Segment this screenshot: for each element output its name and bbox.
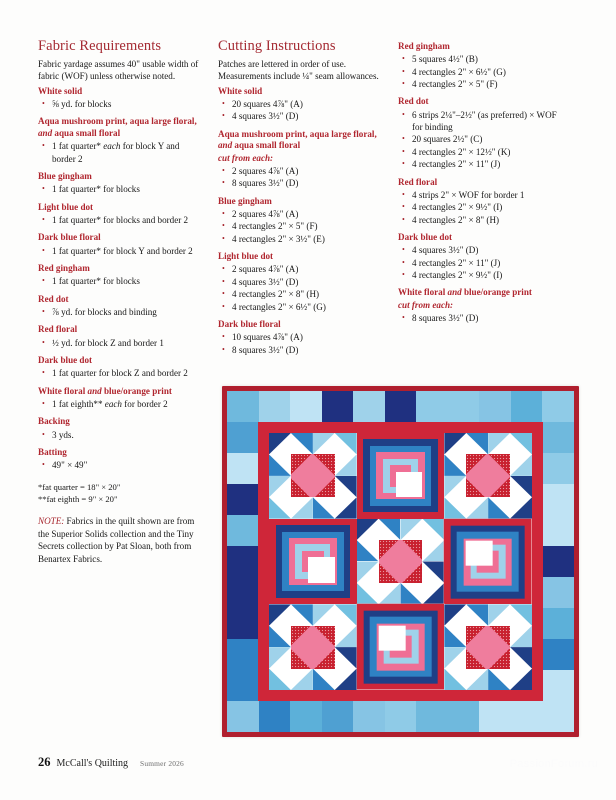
star-patch [291, 433, 313, 454]
cutting-group-items [218, 331, 384, 356]
star-patch [269, 626, 291, 647]
fabric-group-items [38, 245, 204, 257]
fabric-group-items [38, 183, 204, 195]
cutting-group-items [218, 98, 384, 123]
half-square-triangle [313, 433, 335, 454]
fabric-group-heading: Blue gingham [38, 171, 92, 182]
star-patch [466, 669, 488, 690]
fabric-footnotes [38, 481, 204, 505]
fabric-group-list [38, 86, 204, 472]
list-item: • 4 strips 2" × WOF for border 1 [407, 189, 564, 201]
list-item: • 8 squares 3½" (D) [227, 177, 384, 189]
cutting-group-items [398, 53, 564, 90]
half-square-triangle [269, 626, 291, 647]
border-patch [479, 391, 511, 422]
border-patch [416, 701, 448, 732]
list-item: • 8 squares 3½" (D) [227, 344, 384, 356]
fabric-group-items [38, 459, 204, 471]
border-patch [416, 391, 448, 422]
fabric-group-items [38, 367, 204, 379]
fabric-group-heading: White solid [38, 85, 83, 96]
list-item: • 1 fat quarter* for blocks [47, 183, 204, 195]
border-patch [542, 701, 574, 732]
star-patch [444, 626, 466, 647]
star-patch [291, 497, 313, 518]
border-patch [385, 391, 417, 422]
half-square-triangle [444, 647, 466, 668]
half-square-triangle [291, 669, 313, 690]
fabric-group-heading: Red floral [38, 324, 78, 335]
star-patch [510, 497, 532, 518]
half-square-triangle [357, 583, 379, 604]
publication-name: McCall's Quilting [56, 758, 129, 769]
footnote-fat-eighth: **fat eighth = 9" × 20" [38, 494, 118, 505]
cutting-intro-text: Patches are lettered in order of use. Measurements include ¼" seam allowances. [218, 58, 379, 82]
log-cabin-rings [269, 519, 357, 605]
star-patch [291, 604, 313, 625]
log-cabin-block [269, 519, 357, 605]
log-cabin-rings [357, 433, 445, 519]
border-patch [542, 639, 574, 670]
star-block [444, 604, 532, 690]
half-square-triangle [379, 519, 401, 540]
border-patch [290, 701, 322, 732]
star-block [269, 433, 357, 519]
half-square-triangle [444, 626, 466, 647]
fabric-intro-text: Fabric yardage assumes 40" usable width of fabric (WOF) unless otherwise noted. [38, 58, 199, 82]
star-patch [444, 476, 466, 497]
border-patch [227, 515, 259, 546]
star-patch [488, 497, 510, 518]
star-center [466, 454, 510, 497]
page-title-fabric-requirements: Fabric Requirements [38, 38, 162, 54]
border-patch [322, 391, 354, 422]
list-item: • ½ yd. for block Z and border 1 [47, 337, 204, 349]
list-item: • 2 squares 4⅞" (A) [227, 263, 384, 275]
list-item: • 4 squares 3½" (D) [407, 244, 564, 256]
star-patch [444, 647, 466, 668]
half-square-triangle [335, 647, 357, 668]
list-item: • 1 fat eighth** each for border 2 [47, 398, 204, 410]
cutting-group-items [398, 244, 564, 281]
border-patch [322, 701, 354, 732]
list-item: • 1 fat quarter for block Z and border 2 [47, 367, 204, 379]
list-item: • 4 rectangles 2" × 3½" (E) [227, 233, 384, 245]
list-item: • 4 rectangles 2" × 6½" (G) [407, 66, 564, 78]
border-patch [227, 546, 259, 577]
border-patch [259, 391, 291, 422]
cutting-group-heading: White solid [218, 85, 263, 96]
log-cabin-block [357, 433, 445, 519]
half-square-triangle [444, 604, 466, 625]
page-number: 26 [38, 755, 51, 769]
site-watermark: PassionForum.ru [509, 758, 598, 770]
list-item: • 4 rectangles 2" × 9½" (I) [407, 269, 564, 281]
half-square-triangle [335, 454, 357, 475]
half-square-triangle [466, 497, 488, 518]
star-patch [335, 476, 357, 497]
star-patch [444, 497, 466, 518]
fabric-group-heading: White floral and blue/orange print [38, 385, 172, 396]
list-item: • 4 squares 3½" (D) [227, 110, 384, 122]
half-square-triangle [357, 561, 379, 582]
star-patch [444, 669, 466, 690]
star-patch [379, 583, 401, 604]
list-item: • 2 squares 4⅞" (A) [227, 165, 384, 177]
cutting-group-items [218, 165, 384, 190]
cutting-group-items [398, 312, 564, 324]
fabric-note [38, 515, 204, 565]
list-item: • 4 rectangles 2" × 5" (F) [227, 220, 384, 232]
star-patch [444, 604, 466, 625]
list-item: • 2 squares 4⅞" (A) [227, 208, 384, 220]
list-item: • ⅞ yd. for blocks and binding [47, 306, 204, 318]
star-patch [466, 604, 488, 625]
half-square-triangle [510, 626, 532, 647]
star-center [291, 454, 335, 497]
footnote-fat-quarter: *fat quarter = 18" × 20" [38, 481, 121, 492]
star-patch [400, 583, 422, 604]
page-footer [38, 755, 184, 770]
page-title-cutting-instructions: Cutting Instructions [218, 38, 336, 54]
fabric-group-items [38, 429, 204, 441]
fabric-group-heading: Batting [38, 447, 67, 458]
star-patch [269, 647, 291, 668]
star-patch [335, 626, 357, 647]
half-square-triangle [269, 647, 291, 668]
border-patch [227, 639, 259, 670]
half-square-triangle [335, 497, 357, 518]
list-item: • 5 squares 4½" (B) [407, 53, 564, 65]
star-patch [313, 433, 335, 454]
half-square-triangle [510, 647, 532, 668]
star-patch [422, 583, 444, 604]
cutting-group-heading: Dark blue dot [398, 231, 453, 242]
log-cabin-rings [357, 604, 445, 690]
star-patch [335, 433, 357, 454]
half-square-triangle [335, 476, 357, 497]
star-patch [269, 669, 291, 690]
column-fabric-requirements [38, 38, 204, 575]
fabric-group-heading: Red gingham [38, 263, 90, 274]
half-square-triangle [291, 497, 313, 518]
list-item: • 49" × 49" [47, 459, 204, 471]
half-square-triangle [335, 669, 357, 690]
half-square-triangle [313, 497, 335, 518]
half-square-triangle [400, 583, 422, 604]
star-patch [488, 433, 510, 454]
star-patch [422, 540, 444, 561]
cutting-group-items [218, 263, 384, 312]
star-patch [510, 604, 532, 625]
half-square-triangle [444, 433, 466, 454]
half-square-triangle [466, 433, 488, 454]
half-square-triangle [400, 519, 422, 540]
border-patch [227, 670, 259, 701]
fabric-group-items [38, 98, 204, 110]
border-patch [479, 701, 511, 732]
half-square-triangle [269, 476, 291, 497]
list-item: • 3 yds. [47, 429, 204, 441]
star-patch [510, 454, 532, 475]
border-patch [448, 701, 480, 732]
border-patch [542, 608, 574, 639]
border-patch [227, 484, 259, 515]
star-patch [335, 604, 357, 625]
star-patch [510, 626, 532, 647]
cutting-group-items [398, 189, 564, 226]
border-patch [227, 608, 259, 639]
list-item: • 4 rectangles 2" × 12½" (K) [407, 146, 564, 158]
cutting-group-list-2 [398, 41, 564, 324]
star-patch [444, 433, 466, 454]
cutting-group-list-1 [218, 86, 384, 356]
note-label: NOTE: [38, 516, 65, 527]
half-square-triangle [444, 669, 466, 690]
list-item: • 4 rectangles 2" × 11" (J) [407, 257, 564, 269]
half-square-triangle [422, 540, 444, 561]
half-square-triangle [269, 454, 291, 475]
list-item: • 1 fat quarter* each for block Y and border 2 [47, 140, 204, 165]
cutting-cut-from-each: cut from each: [398, 299, 454, 310]
list-item: • ⅝ yd. for blocks [47, 98, 204, 110]
half-square-triangle [466, 604, 488, 625]
border-patch [542, 484, 574, 515]
star-patch [313, 604, 335, 625]
border-patch [227, 453, 259, 484]
half-square-triangle [422, 561, 444, 582]
quilt-photo [222, 386, 579, 737]
list-item: • 4 squares 3½" (D) [227, 276, 384, 288]
cutting-group-heading: Aqua mushroom print, aqua large floral, and aqua small floral [218, 128, 377, 151]
border-patch [227, 701, 259, 732]
half-square-triangle [444, 454, 466, 475]
star-patch [269, 454, 291, 475]
star-center [466, 626, 510, 669]
half-square-triangle [510, 476, 532, 497]
star-center [291, 626, 335, 669]
border-patch [542, 515, 574, 546]
half-square-triangle [422, 519, 444, 540]
border-patch [227, 391, 259, 422]
fabric-group-items [38, 398, 204, 410]
half-square-triangle [510, 454, 532, 475]
half-square-triangle [335, 626, 357, 647]
star-patch [510, 669, 532, 690]
list-item: • 4 rectangles 2" × 9½" (I) [407, 201, 564, 213]
star-patch [510, 647, 532, 668]
star-block [357, 519, 445, 605]
star-patch [357, 540, 379, 561]
border-patch [385, 701, 417, 732]
star-patch [357, 583, 379, 604]
cutting-group-heading: Red dot [398, 96, 429, 107]
list-item: • 1 fat quarter* for blocks [47, 275, 204, 287]
list-item: • 4 rectangles 2" × 8" (H) [407, 214, 564, 226]
border-patch [542, 391, 574, 422]
half-square-triangle [269, 669, 291, 690]
half-square-triangle [269, 604, 291, 625]
star-patch [313, 669, 335, 690]
issue-label: Summer 2026 [140, 759, 184, 768]
half-square-triangle [291, 604, 313, 625]
column-cutting-instructions [218, 38, 384, 356]
cutting-group-items [218, 208, 384, 245]
cutting-group-heading: Light blue dot [218, 251, 274, 262]
half-square-triangle [291, 433, 313, 454]
star-patch [291, 669, 313, 690]
fabric-group-heading: Backing [38, 416, 70, 427]
log-cabin-block [357, 604, 445, 690]
half-square-triangle [269, 497, 291, 518]
border-patch [290, 391, 322, 422]
fabric-group-items [38, 337, 204, 349]
quilt-image [222, 386, 579, 737]
quilt-block-grid [269, 433, 532, 690]
border-patch [542, 577, 574, 608]
half-square-triangle [379, 583, 401, 604]
list-item: • 4 rectangles 2" × 6½" (G) [227, 301, 384, 313]
half-square-triangle [357, 519, 379, 540]
half-square-triangle [444, 476, 466, 497]
list-item: • 4 rectangles 2" × 8" (H) [227, 288, 384, 300]
border-patch [353, 701, 385, 732]
half-square-triangle [422, 583, 444, 604]
log-cabin-block [444, 519, 532, 605]
star-patch [379, 519, 401, 540]
half-square-triangle [510, 433, 532, 454]
cutting-group-heading: Blue gingham [218, 195, 272, 206]
border-patch [542, 453, 574, 484]
star-patch [313, 497, 335, 518]
cutting-group-items [398, 109, 564, 171]
fabric-group-items [38, 140, 204, 165]
fabric-group-items [38, 306, 204, 318]
list-item: • 8 squares 3½" (D) [407, 312, 564, 324]
log-cabin-rings [444, 519, 532, 605]
border-patch [542, 670, 574, 701]
cutting-group-heading: Red gingham [398, 41, 450, 51]
half-square-triangle [488, 497, 510, 518]
fabric-group-heading: Red dot [38, 293, 69, 304]
cutting-group-heading: Dark blue floral [218, 318, 281, 329]
half-square-triangle [444, 497, 466, 518]
half-square-triangle [488, 604, 510, 625]
star-patch [269, 476, 291, 497]
border-patch [227, 577, 259, 608]
note-body: Fabrics in the quilt shown are from the Superior Solids collection and the Tiny Secrets collection by Pat Sloan, both from Benartex Fabrics. [38, 516, 195, 564]
half-square-triangle [510, 497, 532, 518]
half-square-triangle [466, 669, 488, 690]
border-patch [259, 701, 291, 732]
border-patch [542, 422, 574, 453]
list-item: • 6 strips 2¼"–2½" (as preferred) × WOF for binding [407, 109, 564, 134]
half-square-triangle [510, 669, 532, 690]
border-patch [448, 391, 480, 422]
star-patch [335, 454, 357, 475]
star-patch [335, 669, 357, 690]
star-patch [510, 433, 532, 454]
star-patch [422, 519, 444, 540]
star-patch [400, 519, 422, 540]
star-block [269, 604, 357, 690]
half-square-triangle [313, 669, 335, 690]
star-patch [444, 454, 466, 475]
star-patch [335, 647, 357, 668]
star-patch [269, 604, 291, 625]
fabric-group-heading: Aqua mushroom print, aqua large floral, and aqua small floral [38, 116, 197, 139]
cutting-cut-from-each: cut from each: [218, 152, 274, 163]
star-patch [510, 476, 532, 497]
fabric-group-heading: Dark blue floral [38, 232, 101, 243]
half-square-triangle [357, 540, 379, 561]
border-patch [511, 701, 543, 732]
list-item: • 10 squares 4⅞" (A) [227, 331, 384, 343]
half-square-triangle [510, 604, 532, 625]
list-item: • 1 fat quarter* for block Y and border 2 [47, 245, 204, 257]
half-square-triangle [488, 433, 510, 454]
list-item: • 20 squares 4⅞" (A) [227, 98, 384, 110]
half-square-triangle [335, 433, 357, 454]
star-patch [269, 497, 291, 518]
list-item: • 4 rectangles 2" × 11" (J) [407, 158, 564, 170]
star-patch [422, 561, 444, 582]
half-square-triangle [313, 604, 335, 625]
half-square-triangle [335, 604, 357, 625]
cutting-group-heading: White floral and blue/orange print [398, 287, 532, 298]
cutting-group-heading: Red floral [398, 176, 438, 187]
border-patch [511, 391, 543, 422]
star-block [444, 433, 532, 519]
star-center [379, 540, 423, 583]
fabric-group-heading: Light blue dot [38, 201, 94, 212]
star-patch [335, 497, 357, 518]
border-patch [227, 422, 259, 453]
star-patch [357, 561, 379, 582]
border-patch [353, 391, 385, 422]
star-patch [357, 519, 379, 540]
half-square-triangle [269, 433, 291, 454]
star-patch [466, 433, 488, 454]
column-cutting-instructions-continued [398, 38, 564, 324]
fabric-group-items [38, 275, 204, 287]
half-square-triangle [488, 669, 510, 690]
border-patch [542, 546, 574, 577]
list-item: • 4 rectangles 2" × 5" (F) [407, 78, 564, 90]
list-item: • 1 fat quarter* for blocks and border 2 [47, 214, 204, 226]
fabric-group-heading: Dark blue dot [38, 355, 93, 366]
star-patch [488, 669, 510, 690]
list-item: • 20 squares 2½" (C) [407, 133, 564, 145]
star-patch [488, 604, 510, 625]
fabric-group-items [38, 214, 204, 226]
star-patch [269, 433, 291, 454]
star-patch [466, 497, 488, 518]
